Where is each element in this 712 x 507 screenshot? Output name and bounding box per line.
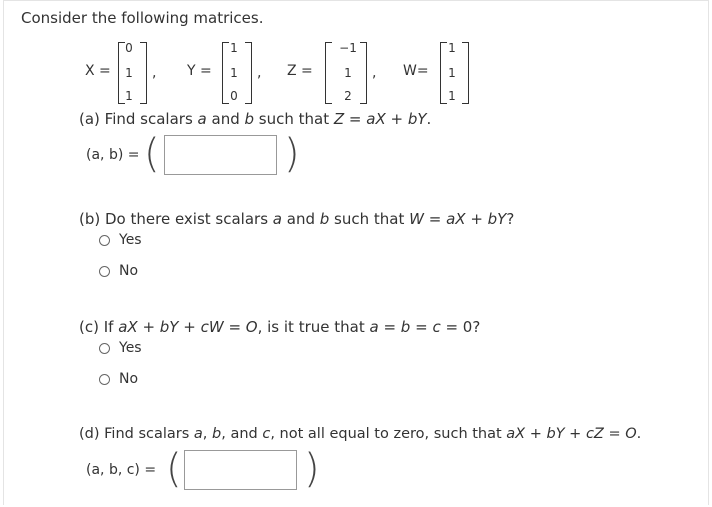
question-text: and — [281, 210, 320, 228]
math-var: aX — [366, 110, 386, 128]
math-var: bY — [487, 210, 507, 228]
math-var: b — [212, 426, 222, 442]
matrix-x-cell: 1 — [125, 89, 133, 103]
part-d-answer-label: (a, b, c) = — [86, 462, 157, 478]
matrix-z-right-bracket — [360, 42, 367, 104]
matrix-z-cell: −1 — [339, 41, 357, 55]
question-text: , is it true that — [257, 318, 370, 336]
radio-button-icon[interactable] — [99, 374, 110, 385]
matrix-y-cell: 1 — [230, 41, 238, 55]
option-label: No — [119, 263, 139, 279]
option-label: Yes — [119, 340, 142, 356]
part-a-answer-label: (a, b) = — [86, 147, 140, 163]
matrix-x-cell: 1 — [125, 66, 133, 80]
math-var: a — [272, 210, 282, 228]
question-text: = — [344, 110, 367, 128]
question-text: , — [202, 426, 213, 442]
part-c-option-no[interactable] — [99, 371, 138, 387]
option-label: No — [119, 371, 139, 387]
math-var: a — [369, 318, 379, 336]
math-var: O — [245, 318, 258, 336]
question-text: + — [385, 110, 408, 128]
matrix-w-right-bracket — [462, 42, 469, 104]
part-c-question — [79, 318, 480, 336]
matrix-x-label: X = — [85, 63, 111, 79]
question-text: + — [525, 426, 547, 442]
matrix-z-cell: 1 — [344, 66, 352, 80]
matrix-x-cell: 0 — [125, 41, 133, 55]
comma: , — [257, 65, 262, 81]
part-c-option-yes[interactable] — [99, 340, 142, 356]
question-text: (b) Do there exist scalars — [79, 210, 273, 228]
matrix-z-left-bracket — [325, 42, 332, 104]
question-text: . — [426, 110, 432, 128]
matrix-y-cell: 0 — [230, 89, 238, 103]
question-text: = — [378, 318, 401, 336]
question-text: + — [564, 426, 586, 442]
matrix-z-cell: 2 — [344, 89, 352, 103]
math-var: b — [400, 318, 411, 336]
radio-button-icon[interactable] — [99, 266, 110, 277]
comma: , — [372, 65, 377, 81]
question-text: = — [603, 426, 626, 442]
math-var: bY — [407, 110, 427, 128]
part-a-answer-box[interactable] — [164, 135, 277, 175]
question-text: + — [465, 210, 488, 228]
math-var: cZ — [585, 426, 604, 442]
question-text: (a) Find scalars — [79, 110, 198, 128]
math-var: bY — [546, 426, 565, 442]
part-d-question — [79, 426, 641, 442]
question-text: and — [206, 110, 245, 128]
math-var: aX — [506, 426, 526, 442]
question-text: + — [178, 318, 201, 336]
intro-text: Consider the following matrices. — [21, 9, 264, 27]
math-var: Z — [333, 110, 345, 128]
math-var: c — [262, 426, 271, 442]
question-text: (c) If — [79, 318, 119, 336]
radio-button-icon[interactable] — [99, 235, 110, 246]
matrix-w-cell: 1 — [448, 66, 456, 80]
left-paren: ( — [166, 446, 182, 492]
part-b-option-no[interactable] — [99, 263, 138, 279]
right-paren: ) — [284, 131, 300, 177]
matrix-x-right-bracket — [140, 42, 147, 104]
math-var: aX — [446, 210, 466, 228]
question-text: . — [636, 426, 642, 442]
left-paren: ( — [144, 131, 160, 177]
math-var: bY — [159, 318, 179, 336]
question-text: , not all equal to zero, such that — [270, 426, 507, 442]
question-text: (d) Find scalars — [79, 426, 194, 442]
part-a-question — [79, 110, 431, 128]
part-b-option-yes[interactable] — [99, 232, 142, 248]
math-var: cW — [200, 318, 224, 336]
question-text: = — [423, 210, 447, 228]
question-text: = 0? — [440, 318, 481, 336]
math-var: a — [197, 110, 207, 128]
question-text: such that — [329, 210, 410, 228]
matrix-w-cell: 1 — [448, 41, 456, 55]
math-var: c — [432, 318, 441, 336]
question-text: such that — [254, 110, 334, 128]
math-var: W — [409, 210, 424, 228]
matrix-y-label: Y = — [187, 63, 212, 79]
option-label: Yes — [119, 232, 142, 248]
math-var: a — [193, 426, 203, 442]
matrix-z-label: Z = — [287, 63, 313, 79]
question-text: = — [410, 318, 433, 336]
question-text: , and — [221, 426, 263, 442]
question-text: = — [223, 318, 246, 336]
matrix-w-cell: 1 — [448, 89, 456, 103]
question-text: + — [137, 318, 160, 336]
matrix-w-label: W= — [403, 63, 429, 79]
comma: , — [152, 65, 157, 81]
matrix-y-cell: 1 — [230, 66, 238, 80]
math-var: b — [319, 210, 330, 228]
right-paren: ) — [304, 446, 320, 492]
matrix-y-right-bracket — [245, 42, 252, 104]
math-var: O — [625, 426, 637, 442]
question-text: ? — [506, 210, 515, 228]
math-var: aX — [118, 318, 138, 336]
part-d-answer-box[interactable] — [184, 450, 297, 490]
math-var: b — [244, 110, 255, 128]
radio-button-icon[interactable] — [99, 343, 110, 354]
part-b-question — [79, 210, 514, 228]
